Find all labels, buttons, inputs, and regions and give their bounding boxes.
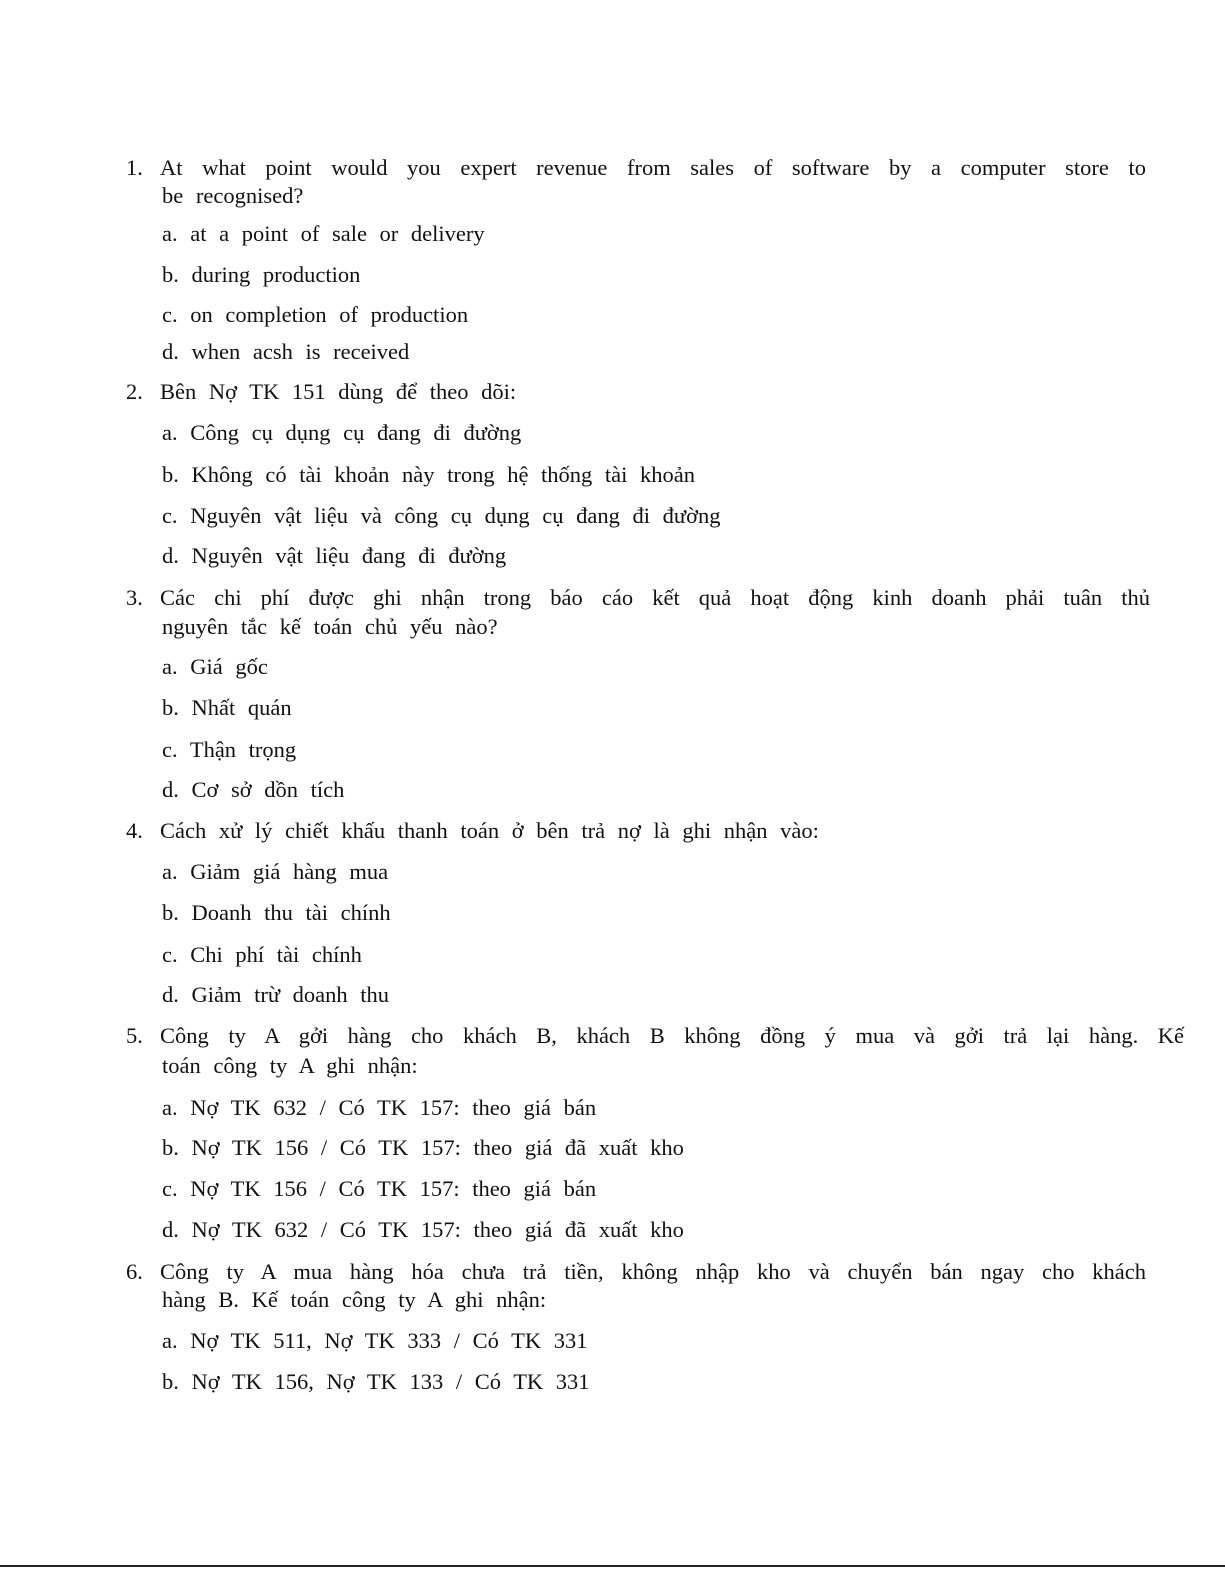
answer-option: c. Nợ TK 156 / Có TK 157: theo giá bán — [162, 1176, 597, 1201]
question-number: 1. — [126, 155, 143, 180]
page-bottom-divider — [0, 1565, 1225, 1567]
answer-option: a. Công cụ dụng cụ đang đi đường — [162, 420, 522, 445]
question-text-line: Các chi phí được ghi nhận trong báo cáo kết quả hoạt động kinh doanh phải tuân thủ — [160, 585, 1150, 610]
question-text-line: Bên Nợ TK 151 dùng để theo dõi: — [160, 379, 517, 404]
answer-option: d. Nguyên vật liệu đang đi đường — [162, 543, 507, 568]
answer-option: c. Thận trọng — [162, 737, 297, 762]
answer-option: b. Không có tài khoản này trong hệ thống tài khoản — [162, 462, 696, 487]
answer-option: a. Nợ TK 511, Nợ TK 333 / Có TK 331 — [162, 1328, 588, 1353]
answer-option: a. Giảm giá hàng mua — [162, 859, 389, 884]
answer-option: d. Giảm trừ doanh thu — [162, 982, 390, 1007]
question-text-line: Công ty A gởi hàng cho khách B, khách B không đồng ý mua và gởi trả lại hàng. Kế — [160, 1023, 1184, 1048]
question-text-line: nguyên tắc kế toán chủ yếu nào? — [162, 614, 498, 639]
question-number: 3. — [126, 585, 143, 610]
question-text-line: At what point would you expert revenue from sales of software by a computer store to — [160, 155, 1146, 180]
answer-option: c. on completion of production — [162, 302, 469, 327]
answer-option: d. Nợ TK 632 / Có TK 157: theo giá đã xuất kho — [162, 1217, 684, 1242]
answer-option: c. Chi phí tài chính — [162, 942, 362, 967]
question-number: 2. — [126, 379, 143, 404]
answer-option: d. Cơ sở dồn tích — [162, 777, 345, 802]
question-number: 4. — [126, 818, 143, 843]
question-text-line: toán công ty A ghi nhận: — [162, 1053, 418, 1078]
answer-option: a. Nợ TK 632 / Có TK 157: theo giá bán — [162, 1095, 597, 1120]
answer-option: d. when acsh is received — [162, 339, 410, 364]
question-text-line: Cách xử lý chiết khấu thanh toán ở bên trả nợ là ghi nhận vào: — [160, 818, 819, 843]
answer-option: b. Doanh thu tài chính — [162, 900, 391, 925]
answer-option: a. Giá gốc — [162, 654, 268, 679]
question-text-line: hàng B. Kế toán công ty A ghi nhận: — [162, 1287, 547, 1312]
answer-option: a. at a point of sale or delivery — [162, 221, 485, 246]
answer-option: b. Nợ TK 156 / Có TK 157: theo giá đã xuất kho — [162, 1135, 684, 1160]
answer-option: b. during production — [162, 262, 361, 287]
answer-option: b. Nhất quán — [162, 695, 292, 720]
question-number: 5. — [126, 1023, 143, 1048]
answer-option: c. Nguyên vật liệu và công cụ dụng cụ đang đi đường — [162, 503, 721, 528]
question-text-line: Công ty A mua hàng hóa chưa trả tiền, không nhập kho và chuyển bán ngay cho khách — [160, 1259, 1146, 1284]
question-number: 6. — [126, 1259, 143, 1284]
answer-option: b. Nợ TK 156, Nợ TK 133 / Có TK 331 — [162, 1369, 590, 1394]
question-text-line: be recognised? — [162, 183, 304, 208]
